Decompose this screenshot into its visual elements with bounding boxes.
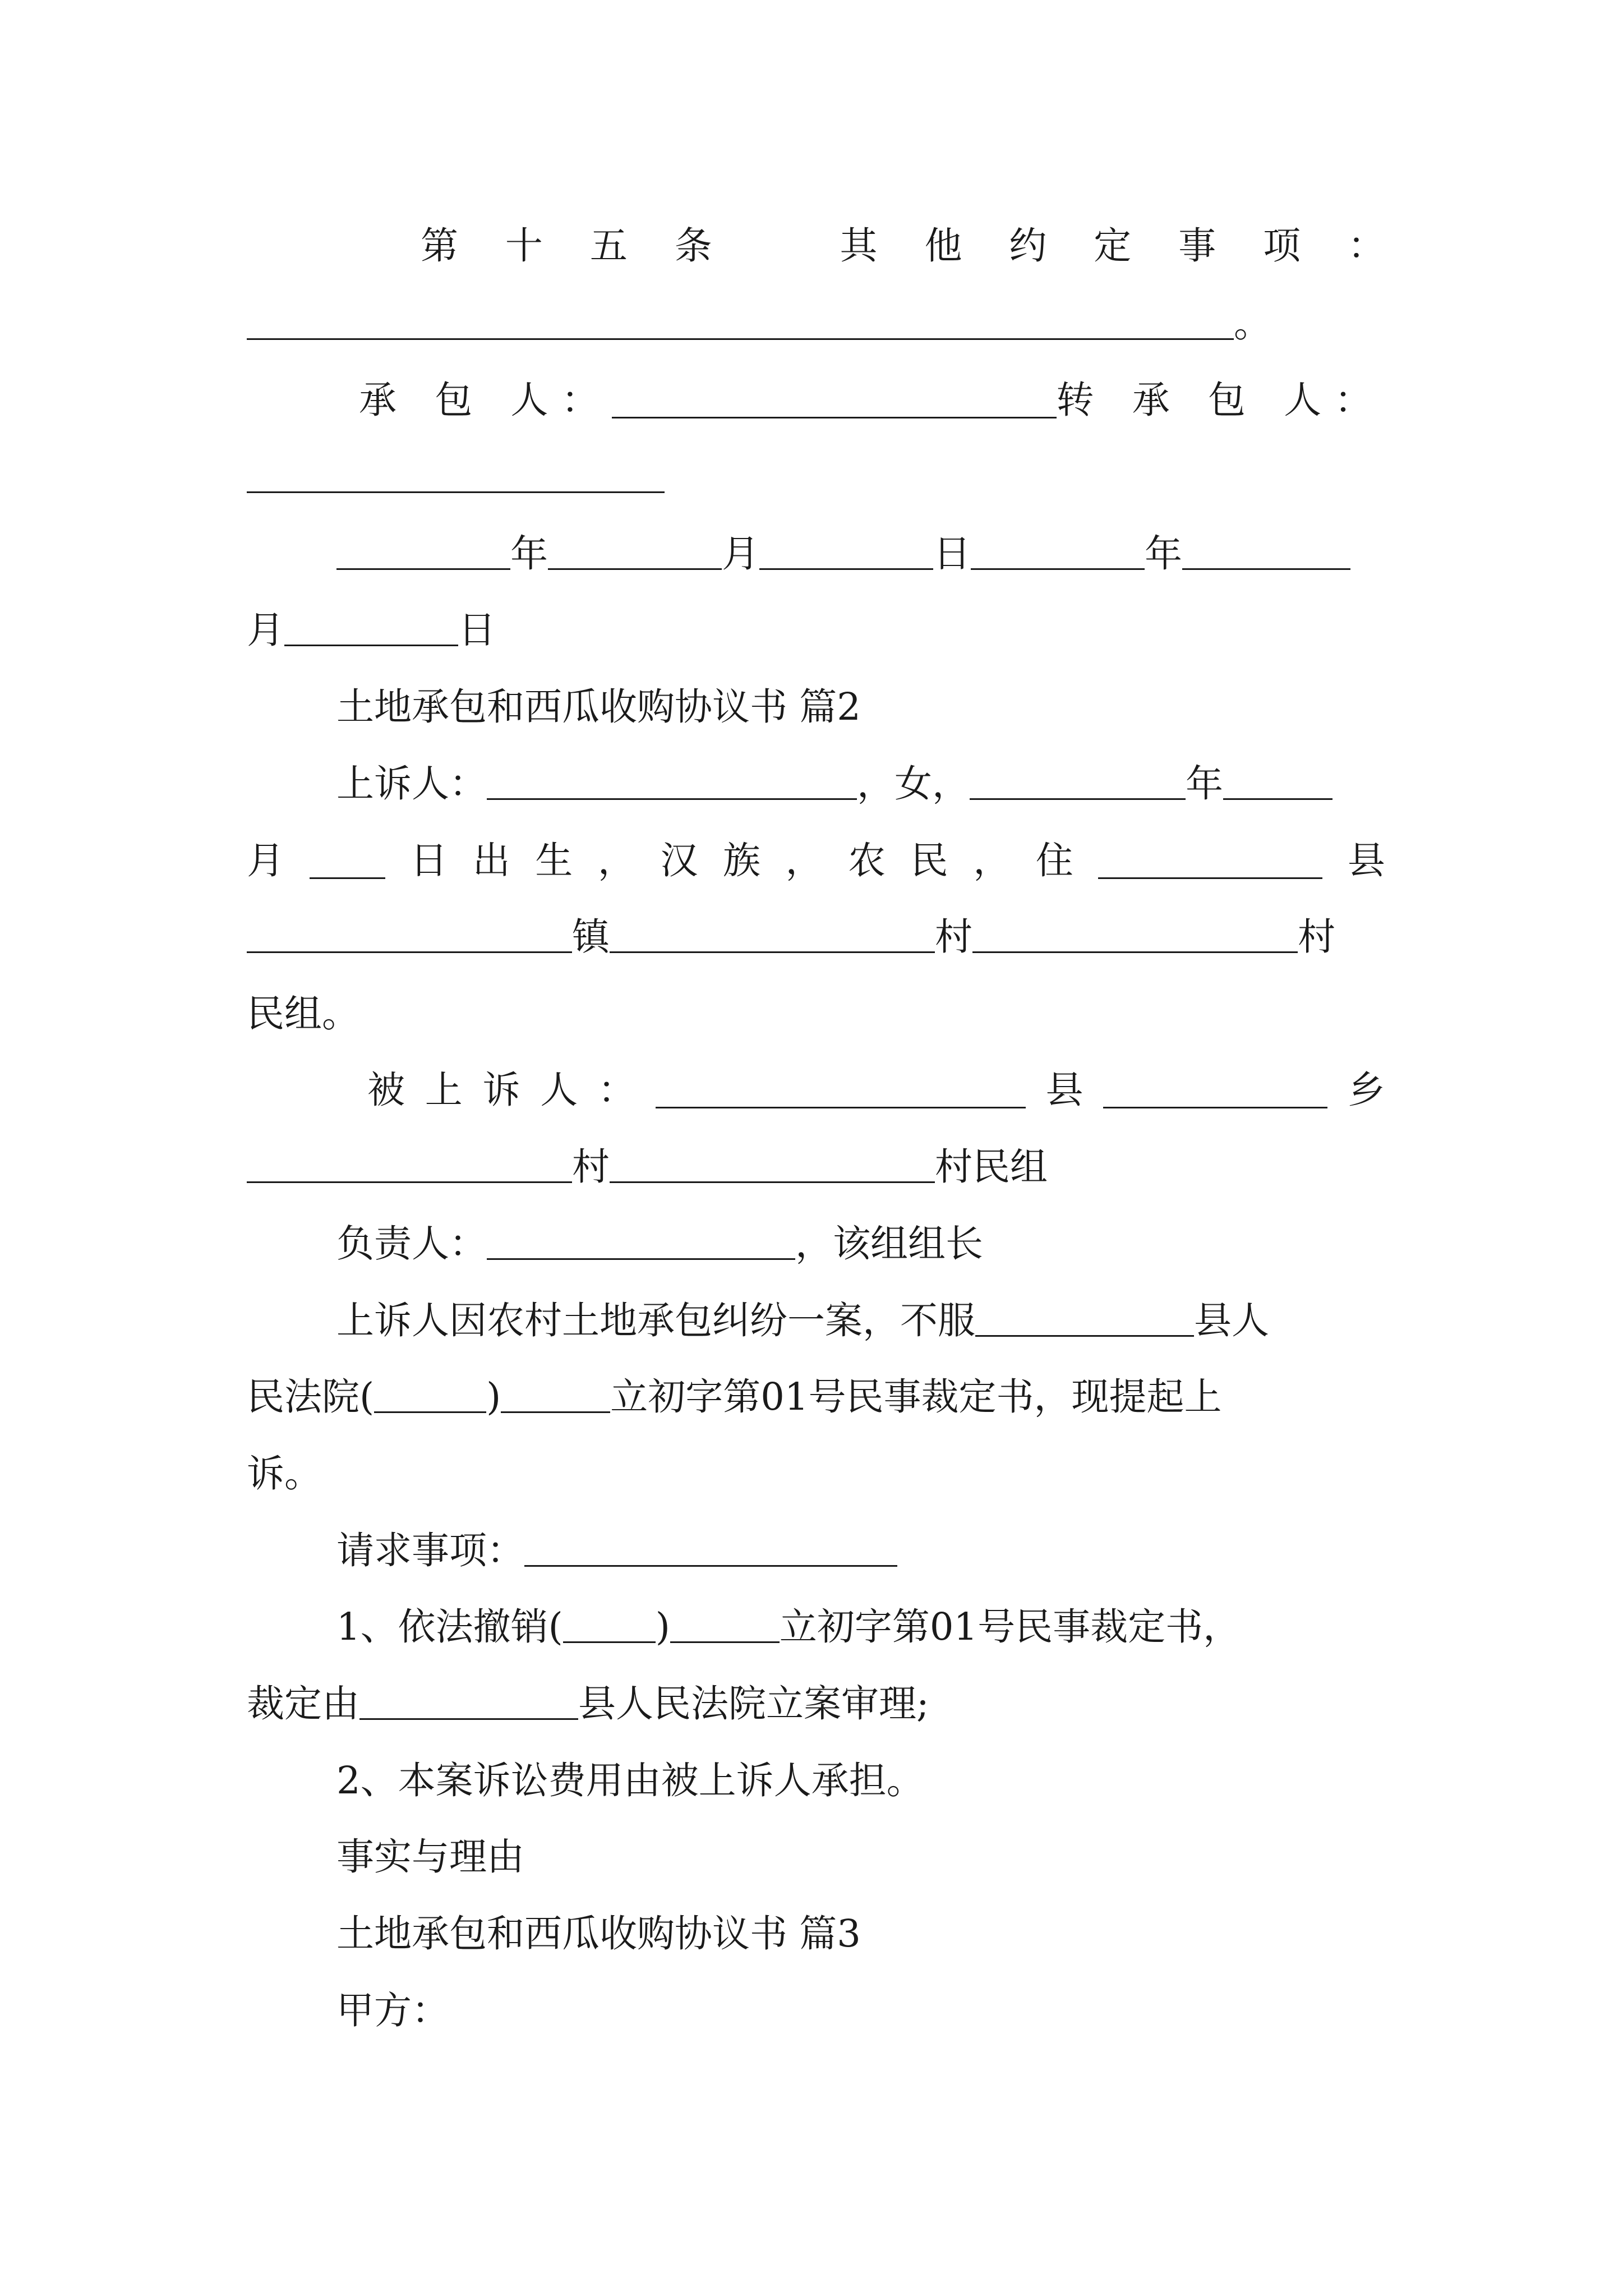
person-in-charge-line: 负责人： ，该组组长 (336, 1222, 983, 1266)
case-line-3: 诉。 (247, 1452, 322, 1496)
month-label: 月 (722, 532, 759, 576)
day-label: 日 (933, 532, 971, 576)
article-15-heading (421, 218, 1385, 274)
period: 。 (1234, 302, 1271, 346)
contractor-label: 承 包 人： (359, 378, 612, 422)
char: 条 (674, 224, 712, 268)
party-a-label: 甲方： (336, 1989, 449, 2032)
subcontractor-label: 转 承 包 人： (1056, 378, 1385, 422)
claims-label-line: 请求事项： (336, 1522, 1385, 1579)
case-line-1: 上诉人因农村土地承包纠纷一案，不服 县人 (336, 1299, 1269, 1342)
year-label: 年 (510, 532, 548, 576)
case-line-2: 民法院( ) 立初字第01号民事裁定书，现提起上 (247, 1375, 1222, 1419)
signing-line (359, 372, 1385, 428)
date-line (336, 526, 1385, 582)
date-line-cont (247, 602, 1385, 658)
appellee-line: 被 上 诉 人 ： 县 乡 (367, 1068, 1385, 1112)
month-label: 月 (247, 608, 284, 652)
facts-title: 事实与理由 (336, 1835, 524, 1879)
section-2-title: 土地承包和西瓜收购协议书 篇2 (336, 685, 861, 729)
char: 项 (1263, 224, 1301, 268)
appellant-line: 上诉人： ，女， 年 (336, 756, 1385, 812)
subcontractor-blank (247, 457, 665, 493)
claim-item-2: 2、本案诉讼费用由被上诉人承担。 (336, 1759, 924, 1802)
char: 约 (1009, 224, 1047, 268)
appellee-address-line: 村 村民组 (247, 1139, 1385, 1195)
claim-item-1-cont: 裁定由 县人民法院立案审理; (247, 1682, 929, 1726)
blank-field (247, 303, 1234, 340)
appellant-birth-line: 月 日 出 生 ， 汉 族 ， 农 民 ， 住 县 (247, 839, 1385, 882)
section-3-title: 土地承包和西瓜收购协议书 篇3 (336, 1912, 861, 1955)
year-label: 年 (1145, 532, 1182, 576)
appellant-address-line: 镇 村 村 (247, 909, 1385, 965)
char: 定 (1094, 224, 1132, 268)
contractor-blank (612, 382, 1056, 418)
char: ： (1347, 224, 1385, 268)
char: 第 (421, 224, 458, 268)
char: 五 (589, 224, 628, 268)
claim-item-1: 1、依法撤销( ) 立初字第01号民事裁定书， (336, 1605, 1241, 1649)
article-15-blank-line (247, 296, 1385, 352)
appellant-label: 上诉人： (336, 762, 487, 806)
appellant-group: 民组。 (247, 992, 359, 1036)
char: 事 (1178, 224, 1216, 268)
char: 十 (505, 224, 543, 268)
char: 其 (840, 224, 878, 268)
subcontractor-blank-line (247, 449, 1385, 505)
char: 他 (924, 224, 962, 268)
day-label: 日 (458, 608, 496, 652)
